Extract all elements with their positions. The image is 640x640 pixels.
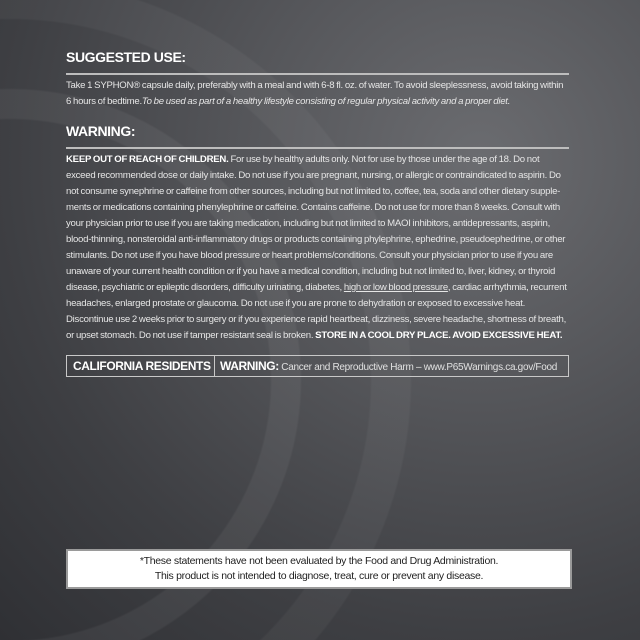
warning-line: blood-thinning, nonsteroidal anti-inflammatory drugs or products containing phylephrine, ephedrine, pseudoephedrine, or other <box>66 234 566 245</box>
warning-line: stimulants. Do not use if you have blood pressure or heart problems/conditions. Consult your physician prior to use if you <box>66 250 538 261</box>
fda-disclaimer-box <box>66 549 572 589</box>
prop65-warning-label: WARNING: <box>220 359 279 373</box>
warning-line: Discontinue use 2 weeks prior to surgery or if you experience rapid heartbeat, dizziness, severe headache, shortness of breath, <box>66 314 566 325</box>
text: 6 hours of bedtime. <box>66 96 142 107</box>
fda-disclaimer-line: *These statements have not been evaluated by the Food and Drug Administration. <box>139 555 499 567</box>
prop65-warning-text: Cancer and Reproductive Harm – www.P65Warnings.ca.gov/Food <box>278 362 557 373</box>
warning-line: thyroid disease, psychiatric or epileptic disorders, difficulty urinating, diabetes, <box>66 266 556 293</box>
warning-line: recommended dose or daily intake. Do not use if you are pregnant, nursing, or allergic or contraindicated to aspirin. Do not <box>66 170 561 197</box>
warning-line: consume synephrine or caffeine from other sources, including but not limited to, coffee, tea, soda and other dietary supple- <box>80 186 561 197</box>
california-warning-box <box>66 355 569 377</box>
warning-body <box>66 152 570 344</box>
divider <box>66 147 569 149</box>
suggested-use-line: Take 1 SYPHON® capsule daily, preferably with a meal and with 6-8 fl. oz. of water. To avoid sleeplessness, avoid taking within <box>66 80 564 91</box>
italic-text: To be used as part of a healthy lifestyle consisting of regular physical activity and a proper diet. <box>141 96 511 107</box>
warning-line: your physician prior to use if you are taking medication, including but not limited to MAOI inhibitors, antidepressants, aspirin, <box>66 218 551 229</box>
fda-disclaimer-line: This product is not intended to diagnose, treat, cure or prevent any disease. <box>154 570 484 582</box>
divider <box>66 73 569 75</box>
warning-line: are unaware of your current health condition or if you have a medical condition, including but not limited to, liver, kidney, or <box>66 250 553 277</box>
suggested-use-body <box>66 78 570 110</box>
bold-text: STORE IN A COOL DRY PLACE. AVOID EXCESSIVE HEAT. <box>315 330 563 341</box>
california-label: CALIFORNIA RESIDENTS <box>73 359 211 373</box>
underlined-text: high or low blood pressure <box>343 282 448 293</box>
text: , cardiac arrhythmia, <box>447 282 529 293</box>
california-warning-cell <box>215 357 568 375</box>
bold-text: KEEP OUT OF REACH OF CHILDREN. <box>66 154 229 165</box>
warning-heading: WARNING: <box>66 123 136 139</box>
suggested-use-heading: SUGGESTED USE: <box>66 49 186 65</box>
warning-line: For use by healthy adults only. Not for use by those under the age of 18. Do not exceed <box>66 154 540 181</box>
warning-line: or upset stomach. Do not use if tamper resistant seal is broken. <box>66 330 316 341</box>
warning-line: ments or medications containing phenylephrine or caffeine. Contains caffeine. Do not use for more than 8 weeks. Consult with <box>66 202 560 213</box>
warning-line: recurrent headaches, enlarged prostate or glaucoma. Do not use if you are prone to dehydration or exposed to excessive heat. <box>66 282 567 309</box>
california-label-cell <box>67 356 215 376</box>
